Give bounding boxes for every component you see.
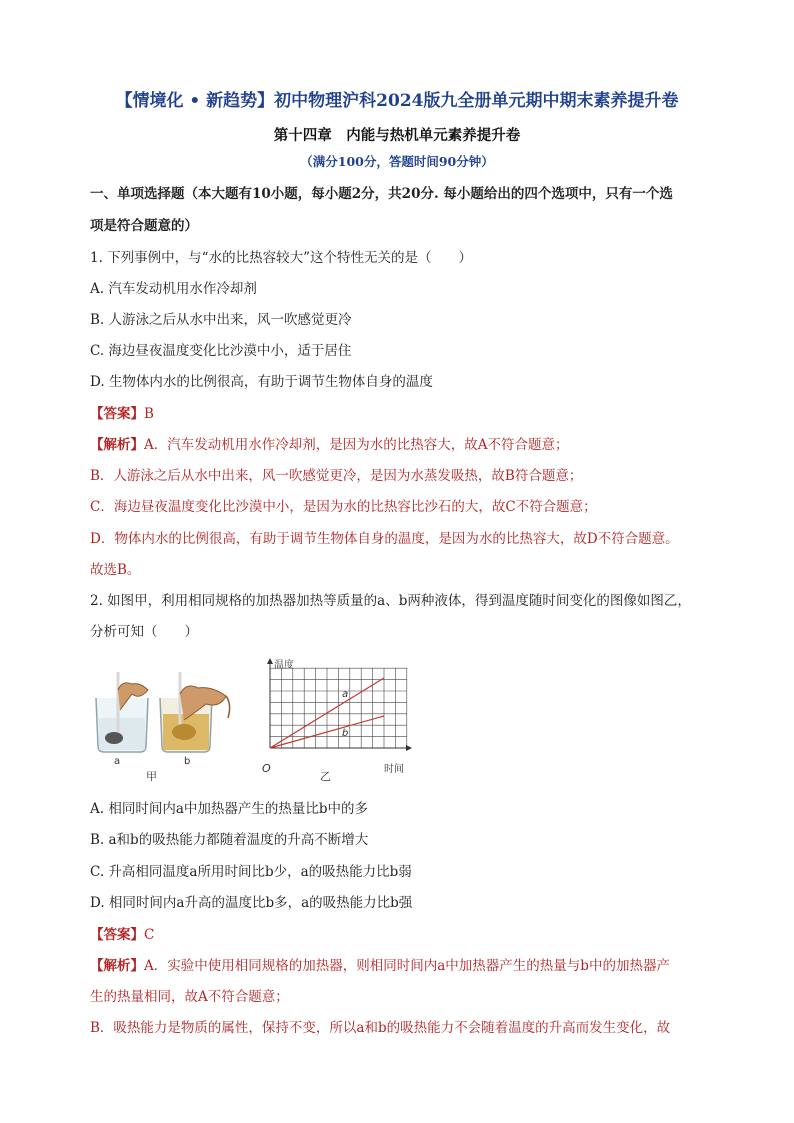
q2-option-b: B. a和b的吸热能力都随着温度的升高不断增大 (90, 832, 369, 848)
analysis-text: A．汽车发动机用水作冷却剂，是因为水的比热容大，故A不符合题意； (144, 437, 569, 453)
q2-stem-line2: 分析可知（ ） (90, 624, 198, 640)
answer-tag: 【答案】 (90, 927, 144, 943)
q1-analysis-d: D．物体内水的比例很高，有助于调节生物体自身的温度，是因为水的比热容大，故D不符合题意。 (90, 531, 679, 547)
section-heading-line2: 项是符合题意的） (90, 218, 198, 234)
y-axis-label: 温度 (274, 660, 294, 671)
analysis-text: A．实验中使用相同规格的加热器，则相同时间内a中加热器产生的热量与b中的加热器产 (144, 958, 670, 974)
q1-stem: 1. 下列事例中，与“水的比热容较大”这个特性无关的是（ ） (90, 250, 472, 266)
chapter-title: 第十四章 内能与热机单元素养提升卷 (273, 127, 521, 144)
q1-option-a: A. 汽车发动机用水作冷却剂 (90, 281, 257, 297)
answer-value: C (144, 927, 155, 943)
q2-option-a: A. 相同时间内a中加热器产生的热量比b中的多 (90, 801, 369, 817)
beaker-a-label: a (114, 756, 121, 767)
q1-answer (90, 404, 154, 424)
line-b-label: b (342, 728, 349, 739)
figure-graph (258, 656, 418, 784)
figure-caption-yi: 乙 (320, 770, 331, 783)
q1-conclusion: 故选B。 (90, 562, 141, 578)
q1-analysis-b: B．人游泳之后从水中出来，风一吹感觉更冷，是因为水蒸发吸热，故B符合题意； (90, 468, 583, 484)
analysis-tag: 【解析】 (90, 437, 144, 453)
q1-option-d: D. 生物体内水的比例很高，有助于调节生物体自身的温度 (90, 374, 433, 390)
q1-analysis-c: C．海边昼夜温度变化比沙漠中小，是因为水的比热容比沙石的大，故C不符合题意； (90, 499, 597, 515)
q1-analysis-a (90, 435, 569, 455)
q1-option-b: B. 人游泳之后从水中出来，风一吹感觉更冷 (90, 312, 352, 328)
beaker-b (160, 672, 230, 752)
figure-caption-jia: 甲 (146, 770, 157, 783)
q1-option-c: C. 海边昼夜温度变化比沙漠中小，适于居住 (90, 343, 352, 359)
time-axis-arrow (406, 745, 412, 751)
answer-tag: 【答案】 (90, 406, 144, 422)
temperature-axis-arrow (267, 658, 273, 664)
beaker-b-label: b (184, 756, 191, 767)
figure-beakers (88, 660, 268, 785)
exam-title: 【情境化 • 新趋势】初中物理沪科2024版九全册单元期中期末素养提升卷 (115, 91, 679, 111)
q2-option-c: C. 升高相同温度a所用时间比b少，a的吸热能力比b弱 (90, 864, 412, 880)
x-axis-label: 时间 (384, 764, 404, 775)
beaker-a (96, 672, 148, 752)
section-heading-line1: 一、单项选择题（本大题有10小题，每小题2分，共20分. 每小题给出的四个选项中，只有一个选 (90, 186, 673, 202)
q2-stem-line1: 2. 如图甲，利用相同规格的加热器加热等质量的a、b两种液体，得到温度随时间变化的图像如图乙， (90, 593, 691, 609)
origin-label: O (262, 762, 271, 775)
q2-answer (90, 925, 154, 945)
q2-analysis-a-line2: 生的热量相同，故A不符合题意； (90, 989, 289, 1005)
scoring-note: （满分100分，答题时间90分钟） (300, 154, 494, 169)
line-a-label: a (342, 689, 349, 700)
analysis-tag: 【解析】 (90, 958, 144, 974)
q2-analysis-b-line1: B．吸热能力是物质的属性，保持不变，所以a和b的吸热能力不会随着温度的升高而发生变化，故 (90, 1020, 671, 1036)
answer-value: B (144, 406, 154, 422)
q2-option-d: D. 相同时间内a升高的温度比b多，a的吸热能力比b强 (90, 895, 413, 911)
q2-analysis-a-line1 (90, 956, 670, 976)
